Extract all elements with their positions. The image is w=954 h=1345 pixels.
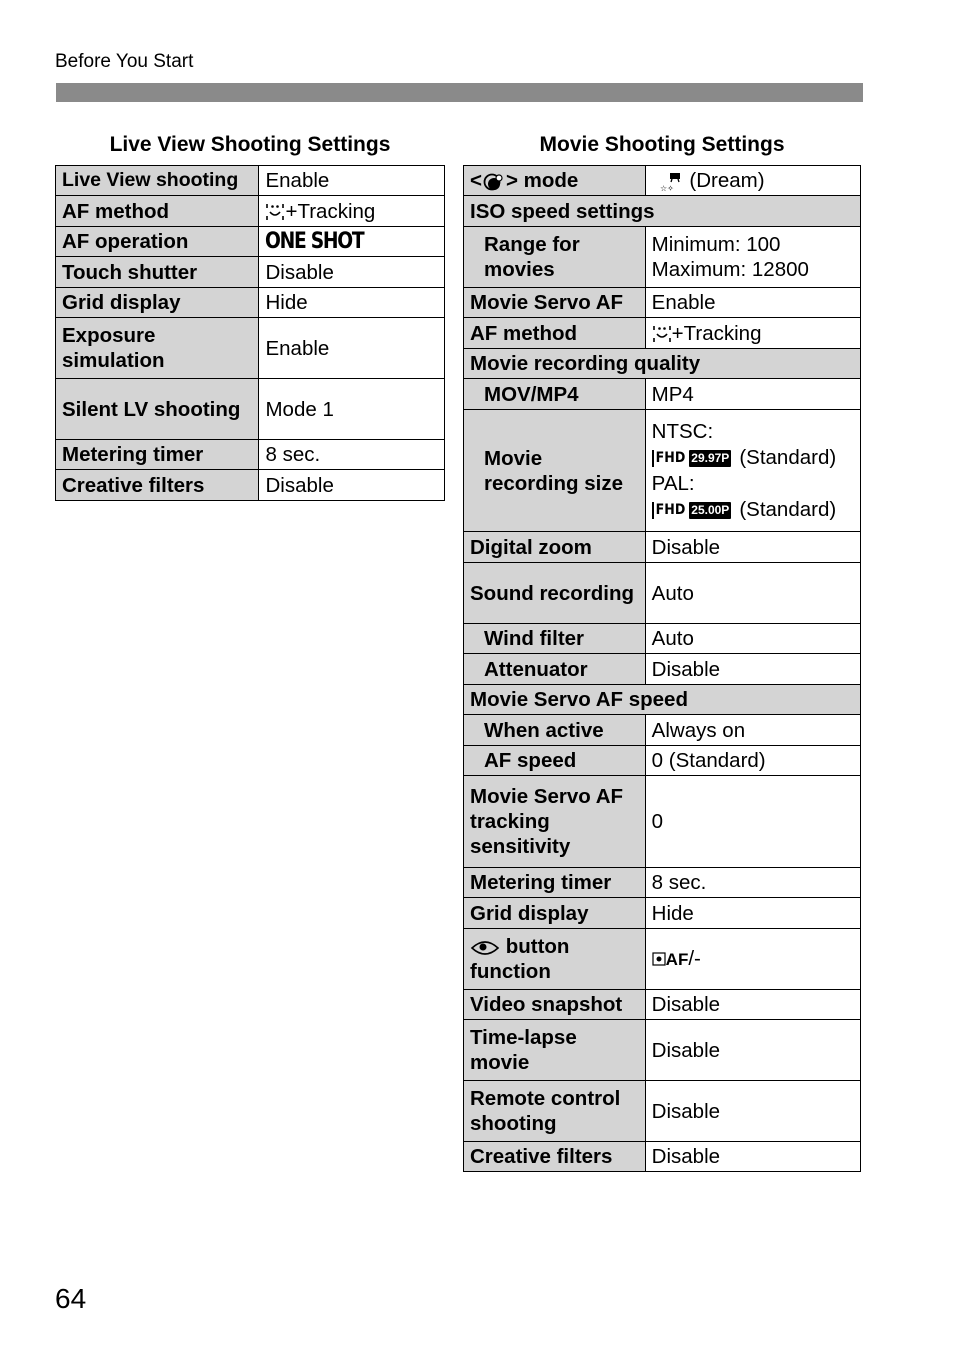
movie-table-title: Movie Shooting Settings: [539, 133, 785, 156]
table-row: [464, 898, 861, 929]
table-row: [464, 715, 861, 746]
fhd-icon: FHD: [652, 450, 686, 467]
table-row: [56, 288, 445, 318]
row-value: Enable: [645, 288, 860, 318]
header-rule-bar: [56, 83, 863, 102]
table-row: [56, 318, 445, 379]
row-label: When active: [464, 715, 646, 746]
row-label: button function: [464, 929, 646, 990]
table-row: [56, 227, 445, 257]
row-value: Auto: [645, 563, 860, 624]
table-row: [464, 288, 861, 318]
table-row: [56, 196, 445, 227]
row-label: Remote control shooting: [464, 1081, 646, 1142]
row-label: Touch shutter: [56, 257, 259, 288]
svg-text:☆✧: ☆✧: [659, 183, 674, 193]
row-label: Sound recording: [464, 563, 646, 624]
row-value: Minimum: 100 Maximum: 12800: [645, 227, 860, 288]
row-label: Creative filters: [56, 470, 259, 501]
row-value: Enable: [259, 166, 445, 196]
row-value: Mode 1: [259, 379, 445, 440]
table-row: [464, 166, 861, 196]
row-value: Disable: [645, 990, 860, 1020]
row-value: Disable: [645, 654, 860, 685]
table-row: [56, 166, 445, 196]
section-label: Before You Start: [55, 51, 194, 72]
row-value: Disable: [645, 1020, 860, 1081]
row-label: AF method: [56, 196, 259, 227]
row-value: 0: [645, 776, 860, 868]
row-label: < > mode: [464, 166, 646, 196]
row-value: NTSC: FHD 29.97P (Standard) PAL: FHD 25.00P (Standard): [645, 410, 860, 532]
face-tracking-icon: [265, 202, 285, 222]
row-value: [259, 196, 445, 227]
row-value: Enable: [259, 318, 445, 379]
group-header: ISO speed settings: [464, 196, 861, 227]
row-value: 8 sec.: [645, 868, 860, 898]
table-row: [56, 470, 445, 501]
table-row: [464, 685, 861, 715]
dream-filter-icon: [658, 171, 684, 193]
table-row: [56, 257, 445, 288]
table-row: [464, 746, 861, 776]
live-view-table-title: Live View Shooting Settings: [109, 133, 391, 156]
row-value: Hide: [259, 288, 445, 318]
row-value: [259, 227, 445, 257]
table-row: [464, 776, 861, 868]
table-row: [464, 318, 861, 349]
table-row: [464, 532, 861, 563]
row-label: Digital zoom: [464, 532, 646, 563]
table-row: [464, 990, 861, 1020]
table-row: [464, 379, 861, 410]
movie-settings-table: [463, 165, 861, 1172]
table-row: [464, 410, 861, 532]
row-label: Metering timer: [464, 868, 646, 898]
row-label: Wind filter: [464, 624, 646, 654]
row-label: Silent LV shooting: [56, 379, 259, 440]
table-row: [464, 929, 861, 990]
group-header: Movie recording quality: [464, 349, 861, 379]
one-shot-value: ONE SHOT: [265, 229, 364, 254]
row-label: AF method: [464, 318, 646, 349]
row-value: Always on: [645, 715, 860, 746]
table-row: [464, 1081, 861, 1142]
table-row: [464, 227, 861, 288]
row-label: AF operation: [56, 227, 259, 257]
row-value: ☆✧ (Dream): [645, 166, 860, 196]
table-row: [56, 440, 445, 470]
creative-assist-icon: [482, 172, 506, 192]
row-label: MOV/MP4: [464, 379, 646, 410]
row-label: Movie recording size: [464, 410, 646, 532]
table-row: [464, 654, 861, 685]
row-label: Grid display: [464, 898, 646, 929]
row-value: Disable: [259, 257, 445, 288]
row-label: Movie Servo AF tracking sensitivity: [464, 776, 646, 868]
row-label: Metering timer: [56, 440, 259, 470]
live-view-settings-table: [55, 165, 445, 501]
row-value: +Tracking: [645, 318, 860, 349]
table-row: [464, 868, 861, 898]
row-label: Exposure simulation: [56, 318, 259, 379]
row-value: Disable: [645, 1142, 860, 1172]
row-label: Live View shooting: [56, 166, 259, 196]
row-value: 0 (Standard): [645, 746, 860, 776]
table-row: [56, 379, 445, 440]
row-value: Disable: [645, 532, 860, 563]
row-label: Grid display: [56, 288, 259, 318]
table-row: [464, 1142, 861, 1172]
table-row: [464, 1020, 861, 1081]
row-value: 8 sec.: [259, 440, 445, 470]
face-tracking-icon: [652, 324, 672, 344]
table-row: [464, 624, 861, 654]
af-on-button-icon: [470, 939, 500, 957]
row-label: AF speed: [464, 746, 646, 776]
af-start-icon: [652, 952, 666, 968]
group-header: Movie Servo AF speed: [464, 685, 861, 715]
af-method-text: +Tracking: [285, 199, 376, 223]
row-label: Time-lapse movie: [464, 1020, 646, 1081]
row-value: MP4: [645, 379, 860, 410]
row-label: Creative filters: [464, 1142, 646, 1172]
row-value: AF/-: [645, 929, 860, 990]
table-row: [464, 563, 861, 624]
page-number: 64: [55, 1283, 87, 1314]
table-row: [464, 349, 861, 379]
row-label: Video snapshot: [464, 990, 646, 1020]
fhd-icon: FHD: [652, 502, 686, 519]
row-label: Movie Servo AF: [464, 288, 646, 318]
row-value: Auto: [645, 624, 860, 654]
row-value: Hide: [645, 898, 860, 929]
row-value: Disable: [259, 470, 445, 501]
row-label: Attenuator: [464, 654, 646, 685]
row-label: Range for movies: [464, 227, 646, 288]
row-value: Disable: [645, 1081, 860, 1142]
table-row: [464, 196, 861, 227]
frame-rate-icon: 25.00P: [691, 502, 730, 517]
frame-rate-icon: 29.97P: [691, 450, 730, 465]
